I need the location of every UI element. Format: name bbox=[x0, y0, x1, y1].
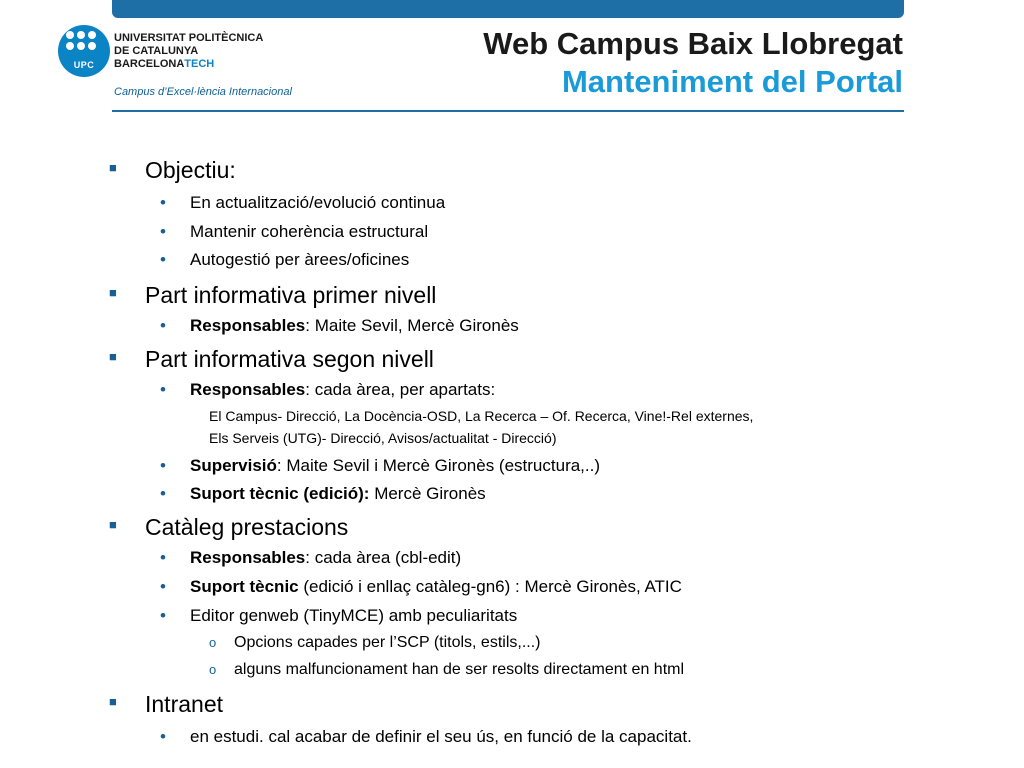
section-heading: ■ Part informativa primer nivell bbox=[145, 282, 436, 309]
header-bar bbox=[112, 0, 904, 18]
logo-text: UPC bbox=[73, 60, 95, 70]
section-heading: ■ Catàleg prestacions bbox=[145, 514, 348, 541]
list-item: • en estudi. cal acabar de definir el seu ús, en funció de la capacitat. bbox=[190, 727, 692, 747]
sub-item: o alguns malfuncionament han de ser resolts directament en html bbox=[234, 661, 684, 679]
campus-tagline: Campus d’Excel·lència Internacional bbox=[114, 86, 292, 98]
logo-dots-icon bbox=[66, 31, 96, 50]
list-item: • Responsables: Maite Sevil, Mercè Gironès bbox=[190, 316, 519, 336]
list-item: • Responsables: cada àrea, per apartats: bbox=[190, 380, 495, 400]
list-item: • Suport tècnic (edició i enllaç catàleg-gn6) : Mercè Gironès, ATIC bbox=[190, 577, 682, 597]
list-item: • En actualització/evolució continua bbox=[190, 193, 445, 213]
sub-item: o Opcions capades per l’SCP (titols, estils,...) bbox=[234, 634, 541, 652]
university-line-3: BARCELONATECH bbox=[114, 58, 215, 70]
upc-logo bbox=[58, 25, 110, 77]
list-item: • Editor genweb (TinyMCE) amb peculiaritats bbox=[190, 606, 517, 626]
list-item: • Supervisió: Maite Sevil i Mercè Gironès (estructura,..) bbox=[190, 456, 600, 476]
subtitle-line: Manteniment del Portal bbox=[561, 64, 903, 99]
sub-item: Els Serveis (UTG)- Direcció, Avisos/actualitat - Direcció) bbox=[209, 430, 557, 446]
section-heading: ■ Part informativa segon nivell bbox=[145, 346, 434, 373]
list-item: • Suport tècnic (edició): Mercè Gironès bbox=[190, 484, 486, 504]
list-item: • Autogestió per àrees/oficines bbox=[190, 250, 409, 270]
slide-title bbox=[483, 25, 903, 101]
university-line-1: UNIVERSITAT POLITÈCNICA bbox=[114, 32, 264, 44]
title-line: Web Campus Baix Llobregat bbox=[483, 26, 903, 61]
list-item: • Responsables: cada àrea (cbl-edit) bbox=[190, 548, 461, 568]
list-item: • Mantenir coherència estructural bbox=[190, 222, 428, 242]
section-heading: ■ Intranet bbox=[145, 691, 223, 718]
university-line-2: DE CATALUNYA bbox=[114, 45, 199, 57]
section-heading: ■ Objectiu: bbox=[145, 157, 236, 184]
university-name bbox=[114, 32, 263, 71]
title-divider bbox=[112, 110, 904, 112]
sub-item: El Campus- Direcció, La Docència-OSD, La Recerca – Of. Recerca, Vine!-Rel externes, bbox=[209, 408, 754, 424]
